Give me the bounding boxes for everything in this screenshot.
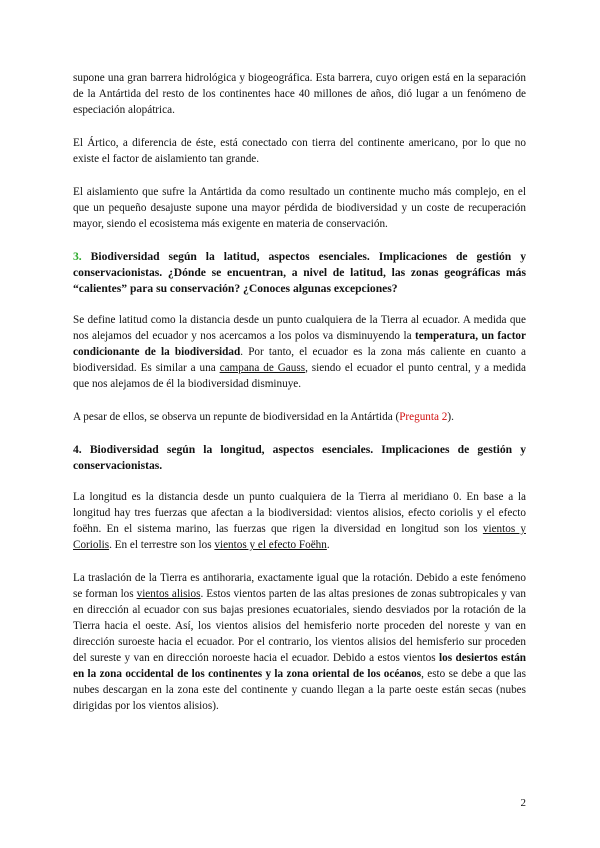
page-content xyxy=(73,70,526,731)
question-2-reference[interactable]: Pregunta 2 xyxy=(399,411,448,423)
heading-number: 4. xyxy=(73,443,82,456)
text-run: A pesar de ellos, se observa un repunte de biodiversidad en la Antártida ( xyxy=(73,411,400,423)
text-run: . Estos vientos parten de las altas presiones de zonas subtropicales y van en dirección al ecuador con sus bajas presiones ecuatoriales, siendo desviados por la rotación de la Tierra hacia el oeste. Así, los vientos alisios del hemisferio norte proceden del noreste y van en dirección suroeste hacia el ecuador. Por el contrario, los vientos alisios del hemisferio sur proceden del sureste y van en dirección noroeste hacia el ecuador. Debido a estos vientos xyxy=(73,588,526,664)
winds-foehn-link[interactable]: vientos y el efecto Foëhn xyxy=(214,539,327,551)
text-run: . xyxy=(326,539,330,551)
heading-question-4 xyxy=(73,442,526,474)
paragraph-arctic: El Ártico, a diferencia de éste, está conectado con tierra del continente americano, por lo que no existe el factor de aislamiento tan grande. xyxy=(73,137,526,165)
text-run: , siendo el ecuador el punto central, y a medida que nos alejamos de él la biodiversidad disminuye. xyxy=(73,362,526,390)
gauss-link[interactable]: campana de Gauss xyxy=(219,362,306,374)
page-number: 2 xyxy=(520,797,526,809)
paragraph-antarctic-barrier: supone una gran barrera hidrológica y biogeográfica. Esta barrera, cuyo origen está en la separación de la Antártida del resto de los continentes hace 40 millones de años, dió lugar a un fenómeno de especiación alopátrica. xyxy=(73,72,526,116)
heading-number: 3. xyxy=(73,250,82,263)
paragraph-longitude xyxy=(73,489,526,553)
paragraph-latitude xyxy=(73,312,526,392)
trade-winds-link[interactable]: vientos alisios xyxy=(136,588,201,600)
text-run: La longitud es la distancia desde un punto cualquiera de la Tierra al meridiano 0. En base a la longitud hay tres fuerzas que afectan a la biodiversidad: vientos alisios, efecto coriolis y el efecto foëhn. En el sistema marino, las fuerzas que rigen la diversidad en longitud son los xyxy=(73,491,526,535)
heading-text: Biodiversidad según la longitud, aspectos esenciales. Implicaciones de gestión y conservacionistas. xyxy=(73,443,526,472)
text-run: La traslación de la Tierra es antihoraria, exactamente igual que la rotación. Debido a este fenómeno se forman los xyxy=(73,572,526,600)
heading-text: Biodiversidad según la latitud, aspectos esenciales. Implicaciones de gestión y conservacionistas. ¿Dónde se encuentran, a nivel de latitud, las zonas geográficas más “calientes” para su conservación? ¿Conoces algunas excepciones? xyxy=(73,250,526,295)
paragraph-isolation: El aislamiento que sufre la Antártida da como resultado un continente mucho más complejo, en el que un pequeño desajuste supone una mayor pérdida de biodiversidad y un coste de recuperación mayor, siendo el ecosistema más exigente en materia de conservación. xyxy=(73,186,526,230)
heading-question-3 xyxy=(73,249,526,297)
text-run: Se define latitud como la distancia desde un punto cualquiera de la Tierra al ecuador. A medida que nos alejamos del ecuador y nos acercamos a los polos va disminuyendo la xyxy=(73,314,526,342)
text-run: ). xyxy=(447,411,454,423)
winds-coriolis-link[interactable]: vientos y Coriolis xyxy=(73,523,526,551)
paragraph-antarctic-rebound xyxy=(73,409,526,425)
text-run: . En el terrestre son los xyxy=(109,539,215,551)
bold-text: los desiertos están en la zona occidental de los continentes y la zona oriental de los océanos xyxy=(73,652,527,680)
text-run: . Por tanto, el ecuador es la zona más caliente en cuanto a biodiversidad. Es similar a una xyxy=(73,346,526,374)
paragraph-trade-winds xyxy=(73,570,526,714)
bold-text: temperatura, un factor condicionante de la biodiversidad xyxy=(73,330,526,358)
text-run: , esto se debe a que las nubes descargan en la zona este del continente y cuando llegan a la parte oeste están secas (nubes dirigidas por los vientos alisios). xyxy=(73,668,526,712)
